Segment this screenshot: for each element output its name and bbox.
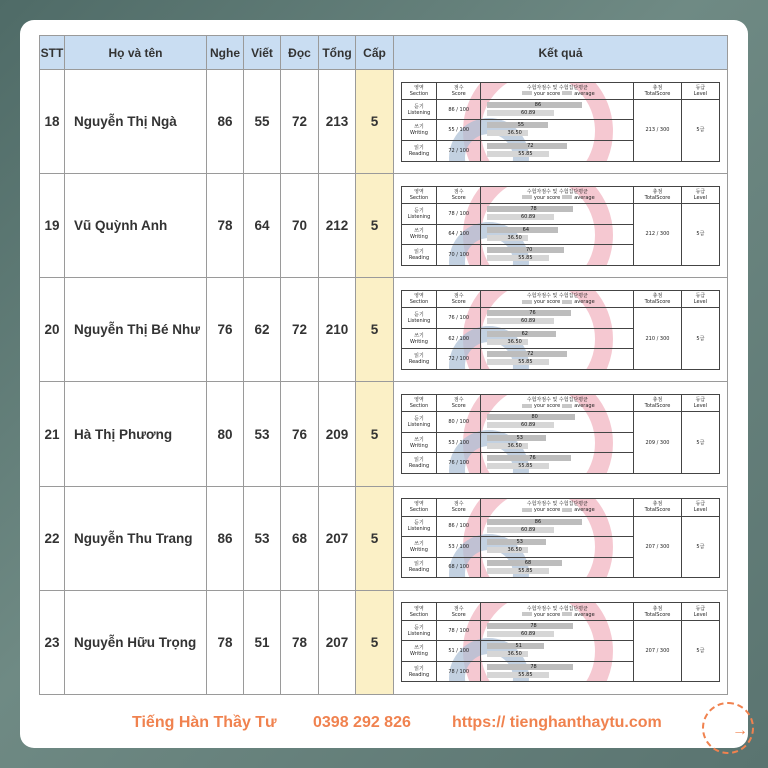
- average-value: 55.85: [518, 567, 533, 574]
- table-row: [40, 70, 728, 174]
- score-header: 점수 Score: [436, 290, 481, 307]
- header-writing: Viết: [244, 36, 281, 70]
- footer-website[interactable]: https:// tienghanthaytu.com: [452, 714, 662, 731]
- average-value: 36.50: [507, 338, 522, 345]
- score-bars: [481, 120, 634, 141]
- score-bars: [481, 453, 634, 474]
- your-score-value: 78: [530, 622, 537, 629]
- total-score: 207 / 300: [634, 620, 682, 682]
- score-report-table: [401, 394, 720, 474]
- section-label: 쓰기 Writing: [402, 432, 437, 453]
- your-score-value: 86: [534, 101, 542, 108]
- section-label: 쓰기 Writing: [402, 224, 437, 245]
- average-value: 60.89: [520, 422, 536, 429]
- section-score: 80 / 100: [436, 412, 481, 433]
- section-score: 78 / 100: [436, 661, 481, 682]
- footer-phone: 0398 292 826: [313, 714, 411, 731]
- section-header: 영역 Section: [402, 603, 437, 620]
- row-listening: 78: [207, 174, 244, 278]
- row-listening: 86: [207, 70, 244, 174]
- section-score: 72 / 100: [436, 349, 481, 370]
- chart-header: 수험자점수 및 수험집단평균 your score average: [481, 290, 634, 307]
- results-table: [39, 35, 728, 695]
- row-reading: 72: [281, 70, 319, 174]
- row-reading: 70: [281, 174, 319, 278]
- score-bars: [481, 641, 634, 662]
- header-stt: STT: [40, 36, 65, 70]
- grade: 5급: [681, 412, 719, 474]
- row-stt: 22: [40, 486, 65, 590]
- score-bars: [481, 224, 634, 245]
- your-score-value: 72: [527, 143, 534, 150]
- row-reading: 78: [281, 590, 319, 694]
- score-bars: [481, 204, 634, 225]
- total-score: 212 / 300: [634, 204, 682, 266]
- section-label: 듣기 Listening: [402, 620, 437, 641]
- your-score-value: 64: [522, 226, 530, 233]
- total-header: 총점 TotalScore: [634, 395, 682, 412]
- average-value: 36.50: [507, 651, 522, 658]
- grade: 5급: [681, 516, 719, 578]
- score-bars: [481, 328, 634, 349]
- section-label: 읽기 Reading: [402, 661, 437, 682]
- your-score-value: 68: [524, 559, 532, 566]
- row-reading: 76: [281, 382, 319, 486]
- section-label: 쓰기 Writing: [402, 641, 437, 662]
- row-reading: 72: [281, 278, 319, 382]
- chart-header: 수험자점수 및 수험집단평균 your score average: [481, 499, 634, 516]
- section-header: 영역 Section: [402, 186, 437, 203]
- header-row: [40, 36, 728, 70]
- score-header: 점수 Score: [436, 186, 481, 203]
- score-header: 점수 Score: [436, 82, 481, 99]
- footer-brand: Tiếng Hàn Thầy Tư: [132, 714, 277, 731]
- average-value: 60.89: [520, 214, 536, 221]
- score-bars: [481, 432, 634, 453]
- score-bars: [481, 620, 634, 641]
- average-value: 60.89: [520, 630, 536, 637]
- table-row: [40, 382, 728, 486]
- section-label: 듣기 Listening: [402, 204, 437, 225]
- row-stt: 23: [40, 590, 65, 694]
- section-label: 듣기 Listening: [402, 308, 437, 329]
- score-bars: [481, 516, 634, 537]
- section-label: 쓰기 Writing: [402, 328, 437, 349]
- average-value: 36.50: [507, 130, 522, 137]
- row-writing: 64: [244, 174, 281, 278]
- average-value: 36.50: [507, 234, 522, 241]
- row-level: 5: [356, 590, 394, 694]
- total-header: 총점 TotalScore: [634, 82, 682, 99]
- level-header: 등급 Level: [681, 290, 719, 307]
- row-level: 5: [356, 278, 394, 382]
- results-card: [20, 20, 748, 748]
- score-bars: [481, 349, 634, 370]
- section-header: 영역 Section: [402, 499, 437, 516]
- row-level: 5: [356, 486, 394, 590]
- grade: 5급: [681, 620, 719, 682]
- average-value: 55.85: [518, 151, 533, 158]
- your-score-value: 76: [529, 310, 536, 317]
- section-label: 듣기 Listening: [402, 412, 437, 433]
- section-score: 72 / 100: [436, 141, 481, 162]
- average-value: 55.85: [518, 463, 533, 470]
- table-row: [40, 278, 728, 382]
- level-header: 등급 Level: [681, 603, 719, 620]
- chart-header: 수험자점수 및 수험집단평균 your score average: [481, 395, 634, 412]
- your-score-value: 70: [525, 247, 533, 254]
- your-score-value: 72: [527, 351, 534, 358]
- section-score: 55 / 100: [436, 120, 481, 141]
- total-header: 총점 TotalScore: [634, 603, 682, 620]
- arrow-right-icon: →: [732, 722, 748, 739]
- section-score: 70 / 100: [436, 245, 481, 266]
- your-score-value: 78: [530, 663, 537, 670]
- score-bars: [481, 661, 634, 682]
- total-header: 총점 TotalScore: [634, 499, 682, 516]
- header-total: Tổng: [319, 36, 356, 70]
- row-listening: 86: [207, 486, 244, 590]
- row-name: Nguyễn Hữu Trọng: [65, 590, 207, 694]
- row-name: Hà Thị Phương: [65, 382, 207, 486]
- section-label: 읽기 Reading: [402, 453, 437, 474]
- row-total: 210: [319, 278, 356, 382]
- score-report-table: [401, 498, 720, 578]
- average-value: 60.89: [520, 318, 536, 325]
- grade: 5급: [681, 99, 719, 161]
- section-label: 읽기 Reading: [402, 141, 437, 162]
- score-header: 점수 Score: [436, 603, 481, 620]
- row-result-report: [394, 486, 728, 590]
- section-label: 읽기 Reading: [402, 557, 437, 578]
- total-header: 총점 TotalScore: [634, 290, 682, 307]
- total-score: 209 / 300: [634, 412, 682, 474]
- chart-header: 수험자점수 및 수험집단평균 your score average: [481, 603, 634, 620]
- score-bars: [481, 537, 634, 558]
- row-writing: 62: [244, 278, 281, 382]
- row-result-report: [394, 174, 728, 278]
- grade: 5급: [681, 308, 719, 370]
- score-bars: [481, 99, 634, 120]
- row-name: Nguyễn Thị Bé Như: [65, 278, 207, 382]
- section-header: 영역 Section: [402, 395, 437, 412]
- chart-header: 수험자점수 및 수험집단평균 your score average: [481, 186, 634, 203]
- row-name: Vũ Quỳnh Anh: [65, 174, 207, 278]
- table-row: [40, 486, 728, 590]
- score-bars: [481, 141, 634, 162]
- your-score-value: 78: [530, 206, 537, 213]
- level-header: 등급 Level: [681, 82, 719, 99]
- score-report: [401, 82, 720, 162]
- section-score: 53 / 100: [436, 432, 481, 453]
- section-label: 쓰기 Writing: [402, 120, 437, 141]
- row-total: 213: [319, 70, 356, 174]
- your-score-value: 53: [516, 434, 523, 441]
- row-result-report: [394, 278, 728, 382]
- section-score: 76 / 100: [436, 308, 481, 329]
- your-score-value: 86: [534, 518, 542, 525]
- section-score: 78 / 100: [436, 204, 481, 225]
- row-result-report: [394, 590, 728, 694]
- section-score: 86 / 100: [436, 516, 481, 537]
- row-writing: 51: [244, 590, 281, 694]
- section-score: 76 / 100: [436, 453, 481, 474]
- row-stt: 18: [40, 70, 65, 174]
- row-level: 5: [356, 70, 394, 174]
- total-header: 총점 TotalScore: [634, 186, 682, 203]
- row-listening: 76: [207, 278, 244, 382]
- row-total: 207: [319, 486, 356, 590]
- your-score-value: 76: [529, 455, 536, 462]
- your-score-value: 80: [531, 414, 538, 421]
- average-value: 55.85: [518, 671, 533, 678]
- section-score: 53 / 100: [436, 537, 481, 558]
- header-reading: Đọc: [281, 36, 319, 70]
- section-score: 64 / 100: [436, 224, 481, 245]
- average-value: 36.50: [507, 442, 522, 449]
- total-score: 207 / 300: [634, 516, 682, 578]
- average-value: 60.89: [520, 526, 536, 533]
- section-header: 영역 Section: [402, 290, 437, 307]
- section-label: 읽기 Reading: [402, 349, 437, 370]
- section-label: 쓰기 Writing: [402, 537, 437, 558]
- row-writing: 53: [244, 382, 281, 486]
- row-total: 207: [319, 590, 356, 694]
- row-name: Nguyễn Thu Trang: [65, 486, 207, 590]
- row-result-report: [394, 70, 728, 174]
- average-value: 36.50: [507, 547, 522, 554]
- row-total: 209: [319, 382, 356, 486]
- your-score-value: 53: [516, 539, 523, 546]
- score-header: 점수 Score: [436, 499, 481, 516]
- your-score-value: 51: [515, 643, 522, 650]
- grade: 5급: [681, 204, 719, 266]
- score-bars: [481, 412, 634, 433]
- score-bars: [481, 308, 634, 329]
- footer: [20, 714, 748, 738]
- section-score: 62 / 100: [436, 328, 481, 349]
- chart-header: 수험자점수 및 수험집단평균 your score average: [481, 82, 634, 99]
- score-report-table: [401, 602, 720, 682]
- score-report: [401, 290, 720, 370]
- score-report-table: [401, 290, 720, 370]
- total-score: 213 / 300: [634, 99, 682, 161]
- level-header: 등급 Level: [681, 499, 719, 516]
- row-listening: 78: [207, 590, 244, 694]
- section-score: 51 / 100: [436, 641, 481, 662]
- section-header: 영역 Section: [402, 82, 437, 99]
- header-name: Họ và tên: [65, 36, 207, 70]
- row-result-report: [394, 382, 728, 486]
- your-score-value: 62: [521, 330, 528, 337]
- average-value: 60.89: [520, 109, 536, 116]
- row-name: Nguyễn Thị Ngà: [65, 70, 207, 174]
- header-result: Kết quả: [394, 36, 728, 70]
- section-score: 78 / 100: [436, 620, 481, 641]
- row-level: 5: [356, 174, 394, 278]
- row-total: 212: [319, 174, 356, 278]
- row-writing: 53: [244, 486, 281, 590]
- level-header: 등급 Level: [681, 186, 719, 203]
- score-report: [401, 186, 720, 266]
- section-score: 68 / 100: [436, 557, 481, 578]
- score-report: [401, 602, 720, 682]
- header-listening: Nghe: [207, 36, 244, 70]
- table-row: [40, 174, 728, 278]
- row-listening: 80: [207, 382, 244, 486]
- row-writing: 55: [244, 70, 281, 174]
- score-header: 점수 Score: [436, 395, 481, 412]
- total-score: 210 / 300: [634, 308, 682, 370]
- row-reading: 68: [281, 486, 319, 590]
- section-label: 듣기 Listening: [402, 516, 437, 537]
- section-label: 읽기 Reading: [402, 245, 437, 266]
- score-report: [401, 394, 720, 474]
- average-value: 55.85: [518, 359, 533, 366]
- row-stt: 19: [40, 174, 65, 278]
- average-value: 55.85: [518, 255, 533, 262]
- score-bars: [481, 557, 634, 578]
- level-header: 등급 Level: [681, 395, 719, 412]
- row-level: 5: [356, 382, 394, 486]
- row-stt: 20: [40, 278, 65, 382]
- score-bars: [481, 245, 634, 266]
- score-report: [401, 498, 720, 578]
- score-report-table: [401, 186, 720, 266]
- header-level: Cấp: [356, 36, 394, 70]
- row-stt: 21: [40, 382, 65, 486]
- section-label: 듣기 Listening: [402, 99, 437, 120]
- your-score-value: 55: [517, 122, 525, 129]
- section-score: 86 / 100: [436, 99, 481, 120]
- score-report-table: [401, 82, 720, 162]
- table-row: [40, 590, 728, 694]
